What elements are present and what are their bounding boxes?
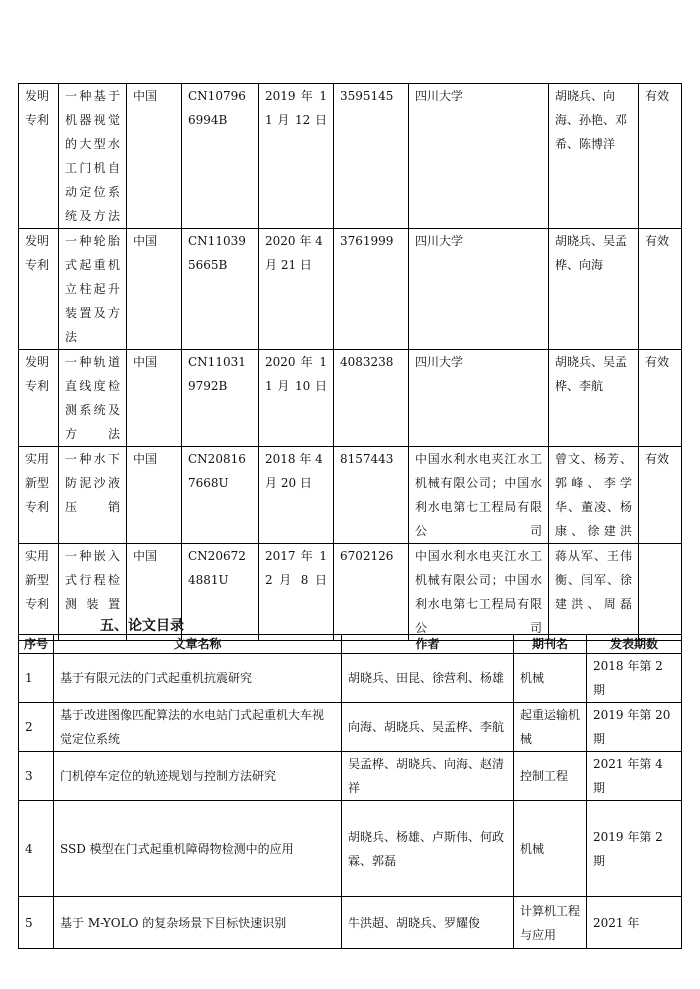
paper-issue: 2021 年 (587, 897, 682, 949)
patent-country: 中国 (127, 350, 182, 447)
paper-index: 4 (19, 801, 54, 897)
patent-inventors: 胡晓兵、吴孟桦、向海 (549, 229, 639, 350)
paper-journal: 控制工程 (514, 752, 587, 801)
paper-row (19, 703, 682, 752)
patent-table (18, 83, 682, 641)
patent-country: 中国 (127, 544, 182, 641)
patent-status: 有效 (639, 350, 682, 447)
patent-holder: 四川大学 (409, 229, 549, 350)
paper-journal: 机械 (514, 654, 587, 703)
header-index: 序号 (19, 635, 54, 654)
patent-row (19, 447, 682, 544)
patent-type: 实用新型专利 (19, 447, 59, 544)
patent-cert-no: 3761999 (334, 229, 409, 350)
patent-name: 一种轮胎式起重机立柱起升装置及方法 (59, 229, 127, 350)
patent-inventors: 胡晓兵、向海、孙艳、邓希、陈博洋 (549, 84, 639, 229)
paper-row (19, 897, 682, 949)
patent-cert-no: 4083238 (334, 350, 409, 447)
patent-date: 2020 年 11 月 10 日 (259, 350, 334, 447)
patent-date: 2018 年 4 月 20 日 (259, 447, 334, 544)
paper-authors: 向海、胡晓兵、吴孟桦、李航 (342, 703, 514, 752)
paper-row (19, 801, 682, 897)
paper-row (19, 654, 682, 703)
patent-number: CN110319792B (182, 350, 259, 447)
paper-authors: 牛洪超、胡晓兵、罗耀俊 (342, 897, 514, 949)
patent-name: 一种轨道直线度检测系统及方法 (59, 350, 127, 447)
paper-title: 基于改进图像匹配算法的水电站门式起重机大车视觉定位系统 (54, 703, 342, 752)
paper-journal: 起重运输机械 (514, 703, 587, 752)
patent-status: 有效 (639, 84, 682, 229)
paper-authors: 吴孟桦、胡晓兵、向海、赵清祥 (342, 752, 514, 801)
patent-type: 发明专利 (19, 84, 59, 229)
patent-number: CN206724881U (182, 544, 259, 641)
paper-title: 基于有限元法的门式起重机抗震研究 (54, 654, 342, 703)
header-issue: 发表期数 (587, 635, 682, 654)
patent-holder: 中国水利水电夹江水工机械有限公司；中国水利水电第七工程局有限公司 (409, 447, 549, 544)
patent-number: CN110395665B (182, 229, 259, 350)
patent-date: 2017 年 12 月 8 日 (259, 544, 334, 641)
patent-name: 一种水下防泥沙液压销 (59, 447, 127, 544)
paper-row (19, 752, 682, 801)
paper-index: 5 (19, 897, 54, 949)
patent-name: 一种嵌入式行程检测装置 (59, 544, 127, 641)
papers-table (18, 634, 682, 949)
patent-status (639, 544, 682, 641)
paper-issue: 2019 年第 2 期 (587, 801, 682, 897)
patent-country: 中国 (127, 84, 182, 229)
patent-country: 中国 (127, 447, 182, 544)
patent-holder: 中国水利水电夹江水工机械有限公司；中国水利水电第七工程局有限公司 (409, 544, 549, 641)
patent-row (19, 84, 682, 229)
patent-inventors: 曾文、杨芳、郭峰、李学华、董凌、杨康、徐建洪 (549, 447, 639, 544)
paper-authors: 胡晓兵、田昆、徐营利、杨雄 (342, 654, 514, 703)
patent-row (19, 229, 682, 350)
patent-date: 2019 年 11 月 12 日 (259, 84, 334, 229)
paper-issue: 2019 年第 20 期 (587, 703, 682, 752)
header-title: 文章名称 (54, 635, 342, 654)
patent-country: 中国 (127, 229, 182, 350)
paper-issue: 2021 年第 4 期 (587, 752, 682, 801)
patent-cert-no: 3595145 (334, 84, 409, 229)
patent-cert-no: 8157443 (334, 447, 409, 544)
patent-type: 发明专利 (19, 350, 59, 447)
paper-title: SSD 模型在门式起重机障碍物检测中的应用 (54, 801, 342, 897)
paper-authors: 胡晓兵、杨雄、卢斯伟、何政霖、郭磊 (342, 801, 514, 897)
paper-journal: 机械 (514, 801, 587, 897)
paper-issue: 2018 年第 2 期 (587, 654, 682, 703)
paper-title: 基于 M-YOLO 的复杂场景下目标快速识别 (54, 897, 342, 949)
patent-holder: 四川大学 (409, 350, 549, 447)
patent-cert-no: 6702126 (334, 544, 409, 641)
patent-row (19, 350, 682, 447)
paper-index: 3 (19, 752, 54, 801)
header-journal: 期刊名 (514, 635, 587, 654)
papers-header-row (19, 635, 682, 654)
paper-title: 门机停车定位的轨迹规划与控制方法研究 (54, 752, 342, 801)
patent-type: 发明专利 (19, 229, 59, 350)
patent-type: 实用新型专利 (19, 544, 59, 641)
paper-index: 1 (19, 654, 54, 703)
papers-section-heading: 五、论文目录 (100, 618, 184, 634)
patent-date: 2020 年 4 月 21 日 (259, 229, 334, 350)
paper-index: 2 (19, 703, 54, 752)
header-authors: 作者 (342, 635, 514, 654)
patent-number: CN208167668U (182, 447, 259, 544)
patent-name: 一种基于机器视觉的大型水工门机自动定位系统及方法 (59, 84, 127, 229)
paper-journal: 计算机工程与应用 (514, 897, 587, 949)
patent-inventors: 胡晓兵、吴孟桦、李航 (549, 350, 639, 447)
patent-inventors: 蒋从军、王伟衡、闫军、徐建洪、周磊 (549, 544, 639, 641)
patent-status: 有效 (639, 447, 682, 544)
patent-number: CN107966994B (182, 84, 259, 229)
patent-holder: 四川大学 (409, 84, 549, 229)
patent-status: 有效 (639, 229, 682, 350)
